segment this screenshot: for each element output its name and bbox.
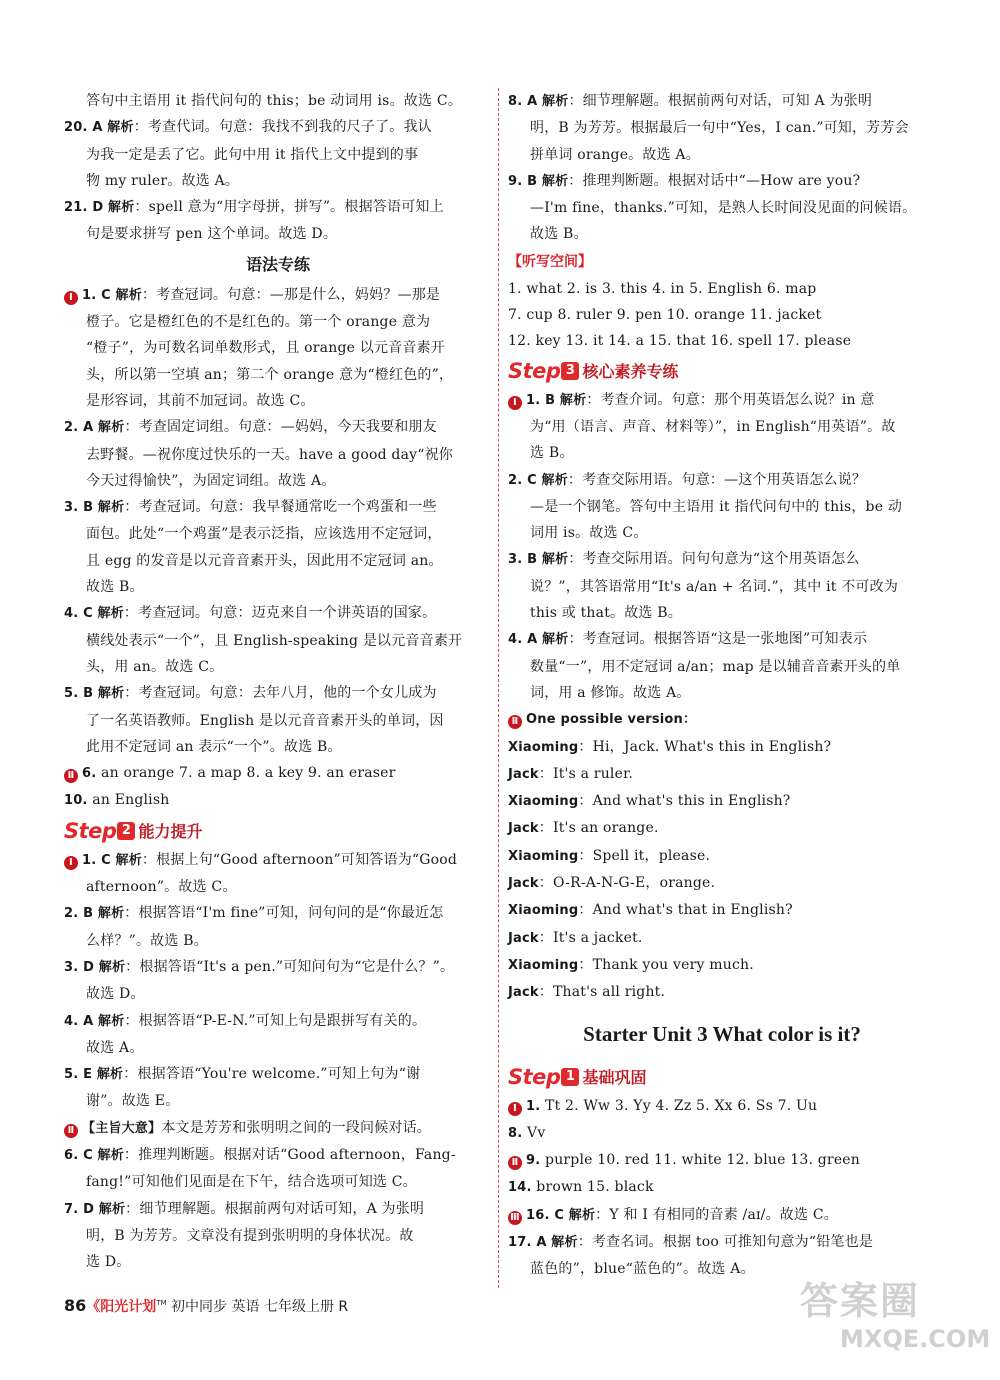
answer-line (64, 654, 492, 680)
answer-text: ：考查代词。句意：我找不到我的尺子了。我认 (133, 119, 432, 136)
dialogue-line: Xiaoming：And what's this in English? (508, 793, 791, 810)
step-number-badge: 2 (117, 822, 135, 840)
speaker-name: Jack (508, 985, 539, 1001)
answer-line (64, 1223, 492, 1249)
question-number: 6. C (64, 1147, 93, 1163)
step2-answers (64, 847, 492, 1276)
answer-text: 故选 D。 (86, 986, 145, 1003)
dialogue-text: Hi，Jack. What's this in English? (592, 738, 832, 755)
answer-text: 故选 B。 (86, 579, 144, 596)
answer-line (64, 928, 492, 954)
answer-line (508, 1093, 936, 1120)
answer-line (64, 708, 492, 734)
answer-line (64, 442, 492, 468)
speaker-name: Xiaoming (508, 848, 579, 864)
answer-text: ：考查冠词。句意：—那是什么，妈妈？—那是 (141, 286, 441, 303)
question-number: 5. E (64, 1067, 93, 1083)
analysis-label: 解析 (98, 1013, 125, 1029)
answer-line (64, 1061, 492, 1088)
answer-line (508, 600, 936, 626)
speaker-name: Jack (508, 766, 539, 782)
watermark (800, 1278, 991, 1373)
question-number: 【主旨大意】 (82, 1120, 162, 1136)
analysis-label: 解析 (542, 94, 569, 109)
step-title: 能力提升 (138, 822, 203, 842)
dialogue-line: Jack：O-R-A-N-G-E，orange. (508, 875, 716, 892)
answer-text: 是形容词，其前不加冠词。故选 C。 (86, 392, 315, 409)
speaker-name: Jack (508, 930, 539, 946)
question-number: 2. A (64, 420, 94, 436)
dialogue-line: Xiaoming：Hi，Jack. What's this in English? (508, 738, 832, 755)
answer-line (508, 520, 936, 546)
answer-text: ：考查交际用语。问句句意为“这个用英语怎么 (568, 551, 860, 568)
answer-line (508, 414, 936, 440)
answer-text: 物 my ruler。故选 A。 (86, 172, 240, 189)
answer-text: 去野餐。—祝你度过快乐的一天。have a good day“祝你 (86, 446, 454, 463)
answer-line (508, 1229, 936, 1256)
step-title: 基础巩固 (582, 1068, 647, 1087)
analysis-label: 解析 (98, 1201, 126, 1217)
answer-line (508, 195, 936, 221)
answer-text: ：根据上句“Good afternoon”可知答语为“Good (141, 851, 458, 868)
analysis-label: 解析 (541, 472, 568, 488)
question-number: 4. A (64, 1013, 94, 1029)
question-number: 10. (64, 793, 88, 809)
listening-answers (508, 276, 936, 355)
roman-numeral-badge: Ⅱ (64, 769, 78, 783)
analysis-label: 解析 (541, 173, 569, 189)
question-number: 1. C (82, 852, 111, 868)
step2-header (64, 815, 492, 847)
analysis-label: 解析 (97, 500, 125, 516)
question-number: 7. D (64, 1201, 95, 1217)
answer-line (508, 221, 936, 247)
speaker-name: Xiaoming (508, 903, 579, 919)
answer-text: 词用 is。故选 C。 (530, 525, 648, 542)
book-title: 初中同步 英语 七年级上册 R (171, 1299, 349, 1315)
answer-text: ：推理判断题。根据对话中“—How are you? (568, 172, 861, 189)
double-arrow-icon: 《 (86, 1299, 101, 1315)
dialogue-text: It's a ruler. (552, 765, 634, 782)
answer-line (64, 574, 492, 600)
answer-line (64, 954, 492, 981)
question-number: 9. (526, 1153, 541, 1169)
answer-text: afternoon”。故选 C。 (86, 879, 237, 896)
page-footer (64, 1296, 348, 1316)
answer-text: 且 egg 的发音是以元音音素开头，因此用不定冠词 an。 (86, 552, 443, 569)
answer-text: ：考查冠词。根据答语“这是一张地图”可知表示 (568, 631, 868, 648)
answer-line: 12. key 13. it 14. a 15. that 16. spell 17. please (508, 333, 852, 350)
analysis-label: 解析 (97, 606, 124, 622)
question-number: 5. B (64, 686, 94, 702)
version-label-line (508, 706, 936, 733)
answer-text: 橙子。它是橙红色的不是红色的。第一个 orange 意为 (86, 314, 431, 331)
dialogue-text: It's a jacket. (552, 929, 643, 946)
roman-numeral-badge: Ⅰ (508, 396, 522, 410)
answer-line (64, 1249, 492, 1275)
column-divider (498, 88, 499, 1288)
step3-answers (508, 387, 936, 707)
answer-line (64, 1088, 492, 1114)
answer-line (64, 1142, 492, 1169)
answer-text: 选 B。 (530, 445, 574, 462)
step3-header (508, 355, 936, 387)
roman-numeral-badge: Ⅰ (64, 291, 78, 305)
dialogue-text: And what's that in English? (592, 902, 793, 919)
answer-text: fang!”可知他们见面是在下午，结合选项可知选 C。 (86, 1174, 417, 1191)
analysis-label: 解析 (115, 287, 142, 303)
answer-text: 本文是芳芳和张明明之间的一段问候对话。 (161, 1119, 432, 1136)
answer-text: ：根据答语“P-E-N.”可知上句是跟拼写有关的。 (124, 1012, 427, 1029)
answer-text: ：spell 意为“用字母拼，拼写”。根据答语可知上 (134, 199, 444, 216)
dialogue-line: Xiaoming：Spell it，please. (508, 847, 711, 864)
answer-line (508, 546, 936, 573)
answer-text: 故选 A。 (86, 1039, 144, 1056)
answer-line (508, 387, 936, 414)
step-number-badge: 1 (561, 1068, 579, 1086)
answer-text: 明，B 为芳芳。文章没有提到张明明的身体状况。故 (86, 1227, 414, 1244)
dialogue-line: Xiaoming：Thank you very much. (508, 956, 754, 973)
answer-line (64, 88, 492, 114)
answer-text: 为我一定是丢了它。此句中用 it 指代上文中提到的事 (86, 146, 419, 163)
dialogue-text: And what's this in English? (592, 793, 791, 810)
question-number: 3. B (508, 552, 538, 568)
answer-text: 明，B 为芳芳。根据最后一句中“Yes，I can.”可知，芳芳会 (530, 120, 909, 137)
dialogue-line: Jack：That's all right. (508, 984, 666, 1001)
step-title: 核心素养专练 (582, 362, 679, 382)
answer-line (64, 494, 492, 521)
dialogue-text: That's all right. (552, 984, 666, 1001)
dialogue-text: It's an orange. (552, 820, 659, 837)
answer-text: 面包。此处“一个鸡蛋”是表示泛指，应该选用不定冠词， (86, 526, 442, 543)
answer-line (64, 874, 492, 900)
answer-text: “橙子”，为可数名词单数形式，且 orange 以元音音素开 (86, 340, 445, 357)
answer-line (64, 680, 492, 707)
question-number: 3. D (64, 959, 95, 975)
analysis-label: 解析 (542, 632, 569, 648)
answer-line (64, 787, 492, 814)
answer-line (508, 574, 936, 600)
answer-text: 蓝色的”，blue“蓝色的”。故选 A。 (530, 1261, 755, 1278)
watermark-logo-text: 答案圈 (800, 1279, 921, 1323)
answer-line (64, 168, 492, 194)
answer-text: 了一名英语教师。English 是以元音音素开头的单词，因 (86, 712, 444, 729)
answer-line (64, 282, 492, 309)
answer-line (64, 521, 492, 547)
answer-text: 选 D。 (86, 1254, 131, 1271)
answer-line: 1. what 2. is 3. this 4. in 5. English 6. map (508, 280, 817, 297)
answer-text: 头，所以第一空填 an；第二个 orange 意为“橙红色的”， (86, 366, 454, 383)
answer-text: ：考查交际用语。句意：—这个用英语怎么说？ (567, 471, 867, 488)
answer-block-continued (508, 88, 936, 248)
step1-answers (508, 1093, 936, 1283)
roman-numeral-badge: Ⅰ (64, 856, 78, 870)
answer-line (508, 1147, 936, 1174)
analysis-label: 解析 (551, 1234, 578, 1250)
question-number: 9. B (508, 173, 538, 189)
version-label: One possible version： (526, 712, 697, 728)
answer-line (508, 1202, 936, 1229)
speaker-name: Xiaoming (508, 794, 579, 810)
analysis-label: 解析 (559, 392, 587, 408)
step-number-badge: 3 (561, 362, 579, 380)
step-logo: Step (64, 818, 117, 843)
analysis-label: 解析 (115, 852, 142, 868)
answer-line (508, 680, 936, 706)
question-number: 8. (508, 1125, 523, 1141)
question-number: 3. B (64, 500, 94, 516)
answer-line (508, 168, 936, 195)
analysis-label: 解析 (98, 420, 125, 436)
answer-text: —是一个钢笔。答句中主语用 it 指代问句中的 this，be 动 (530, 498, 903, 515)
answer-line (508, 467, 936, 494)
listening-section-title: 【听写空间】 (508, 253, 592, 270)
answer-line (64, 194, 492, 221)
answer-line (508, 142, 936, 168)
question-number: 16. C (526, 1207, 565, 1223)
answer-text: ：考查名词。根据 too 可推知句意为“铅笔也是 (577, 1233, 874, 1250)
speaker-name: Xiaoming (508, 739, 579, 755)
answer-block-continued (64, 88, 492, 248)
answer-text: 今天过得愉快”，为固定词组。故选 A。 (86, 472, 336, 489)
roman-numeral-badge: Ⅰ (508, 1102, 522, 1116)
answer-text: ：根据答语“I'm fine”可知，问句问的是“你最近怎 (124, 905, 444, 922)
roman-numeral-badge: Ⅱ (508, 715, 522, 729)
grammar-section-title: 语法专练 (245, 254, 310, 274)
answer-text: 头，用 an。故选 C。 (86, 658, 224, 675)
speaker-name: Jack (508, 876, 539, 892)
answer-text: ：细节理解题。根据前两句对话，可知 A 为张明 (568, 93, 873, 109)
answer-line: 7. cup 8. ruler 9. pen 10. orange 11. jacket (508, 307, 822, 324)
answer-text: Vv (522, 1124, 546, 1141)
speaker-name: Xiaoming (508, 957, 579, 973)
question-number: 6. (82, 766, 97, 782)
analysis-label: 解析 (97, 686, 125, 702)
dialogue-line: Jack：It's a jacket. (508, 929, 643, 946)
analysis-label: 解析 (108, 200, 135, 216)
answer-text: Tt 2. Ww 3. Yy 4. Zz 5. Xx 6. Ss 7. Uu (540, 1097, 818, 1114)
answer-text: this 或 that。故选 B。 (530, 605, 682, 622)
answer-text: 横线处表示“一个”，且 English-speaking 是以元音音素开 (86, 632, 463, 649)
answer-text: an English (87, 792, 170, 809)
analysis-label: 解析 (568, 1207, 596, 1223)
question-number: 2. C (508, 472, 537, 488)
trademark-mark: TM (156, 1299, 167, 1307)
answer-text: ：考查固定词组。句意：—妈妈，今天我要和朋友 (124, 419, 437, 436)
question-number: 8. A (508, 94, 538, 109)
question-number: 1. C (82, 287, 111, 303)
roman-numeral-badge: Ⅲ (508, 1211, 522, 1225)
question-number: 20. A (64, 120, 103, 136)
grammar-answers (64, 282, 492, 815)
answer-text: ：细节理解题。根据前两句对话可知，A 为张明 (125, 1200, 425, 1217)
right-column (508, 88, 936, 1283)
step-logo: Step (508, 1064, 561, 1089)
analysis-label: 解析 (541, 552, 569, 568)
answer-text: 为“用（语言、声音、材料等）”，in English“用英语”。故 (530, 418, 896, 435)
answer-text: 么样？”。故选 B。 (86, 932, 208, 949)
analysis-label: 解析 (97, 906, 125, 922)
answer-line (508, 654, 936, 680)
step1-header (508, 1061, 936, 1093)
answer-text: —I'm fine，thanks.”可知，是熟人长时间没见面的问候语。 (530, 200, 917, 217)
answer-text: ：考查介词。句意：那个用英语怎么说？in 意 (586, 391, 875, 408)
question-number: 1. (526, 1098, 541, 1114)
analysis-label: 解析 (107, 120, 134, 136)
answer-text: 句是要求拼写 pen 这个单词。故选 D。 (86, 226, 338, 243)
question-number: 21. D (64, 200, 104, 216)
answer-line (64, 1035, 492, 1061)
question-number: 17. A (508, 1234, 547, 1250)
answer-line (64, 362, 492, 388)
answer-line (64, 628, 492, 654)
dialogue-line: Xiaoming：And what's that in English? (508, 902, 793, 919)
answer-line (64, 548, 492, 574)
answer-text: brown 15. black (531, 1179, 654, 1196)
answer-text: an orange 7. a map 8. a key 9. an eraser (96, 765, 396, 782)
answer-text: ：根据答语“It's a pen.”可知问句为“它是什么？”。 (125, 958, 455, 975)
answer-text: ：根据答语“You're welcome.”可知上句为“谢 (123, 1066, 421, 1083)
dialogue-text: Thank you very much. (592, 956, 754, 973)
answer-line (508, 1120, 936, 1147)
answer-line (64, 1196, 492, 1223)
answer-text: ：Y 和 I 有相同的音素 /aɪ/。故选 C。 (595, 1206, 838, 1223)
answer-text: purple 10. red 11. white 12. blue 13. green (540, 1152, 861, 1169)
answer-line (508, 1174, 936, 1201)
answer-text: 说？”，其答语常用“It's a/an + 名词.”，其中 it 不可改为 (530, 578, 899, 595)
answer-text: ：考查冠词。句意：去年八月，他的一个女儿成为 (124, 685, 437, 702)
sample-dialogue (508, 734, 936, 1007)
question-number: 4. C (64, 606, 93, 622)
answer-text: 数量“一”，用不定冠词 a/an；map 是以辅音音素开头的单 (530, 658, 901, 675)
answer-line (64, 900, 492, 927)
answer-line (64, 309, 492, 335)
roman-numeral-badge: Ⅱ (64, 1124, 78, 1138)
left-column (64, 88, 492, 1275)
answer-line (64, 114, 492, 141)
answer-text: 拼单词 orange。故选 A。 (530, 146, 700, 163)
roman-numeral-badge: Ⅱ (508, 1156, 522, 1170)
answer-line (508, 440, 936, 466)
step-logo: Step (508, 358, 561, 383)
brand-name: 阳光计划 (100, 1299, 157, 1315)
answer-text: ：考查冠词。句意：我早餐通常吃一个鸡蛋和一些 (124, 499, 437, 516)
analysis-label: 解析 (98, 959, 126, 975)
unit-title: Starter Unit 3 What color is it? (583, 1021, 861, 1046)
answer-text: 词，用 a 修饰。故选 A。 (530, 684, 691, 701)
answer-line (64, 1169, 492, 1195)
answer-line (508, 88, 936, 115)
question-number: 14. (508, 1180, 532, 1196)
answer-line (64, 414, 492, 441)
answer-line (508, 626, 936, 653)
answer-line (64, 221, 492, 247)
page-number: 86 (64, 1296, 87, 1315)
dialogue-text: Spell it，please. (592, 847, 711, 864)
answer-line (508, 115, 936, 141)
watermark-url: MXQE.COM (840, 1325, 991, 1353)
analysis-label: 解析 (96, 1067, 124, 1083)
dialogue-line: Jack：It's an orange. (508, 820, 659, 837)
dialogue-text: O-R-A-N-G-E，orange. (552, 875, 716, 892)
answer-text: ：推理判断题。根据对话“Good afternoon，Fang- (123, 1146, 456, 1163)
answer-line (64, 600, 492, 627)
answer-line (64, 468, 492, 494)
question-number: 1. B (526, 392, 556, 408)
answer-line (64, 847, 492, 874)
question-number: 4. A (508, 632, 538, 648)
answer-line (64, 1008, 492, 1035)
answer-text: 谢”。故选 E。 (86, 1093, 180, 1110)
answer-line (508, 494, 936, 520)
answer-line (64, 142, 492, 168)
speaker-name: Jack (508, 821, 539, 837)
answer-text: ：考查冠词。句意：迈克来自一个讲英语的国家。 (123, 605, 437, 622)
answer-text: 此用不定冠词 an 表示“一个”。故选 B。 (86, 738, 342, 755)
answer-text: 故选 B。 (530, 226, 588, 243)
answer-line (64, 760, 492, 787)
question-number: 2. B (64, 906, 94, 922)
answer-line (64, 981, 492, 1007)
answer-text: 答句中主语用 it 指代问句的 this；be 动词用 is。故选 C。 (86, 93, 462, 109)
answer-line (64, 388, 492, 414)
dialogue-line: Jack：It's a ruler. (508, 765, 634, 782)
analysis-label: 解析 (97, 1147, 124, 1163)
answer-line (64, 335, 492, 361)
answer-line (64, 734, 492, 760)
answer-line (64, 1115, 492, 1142)
